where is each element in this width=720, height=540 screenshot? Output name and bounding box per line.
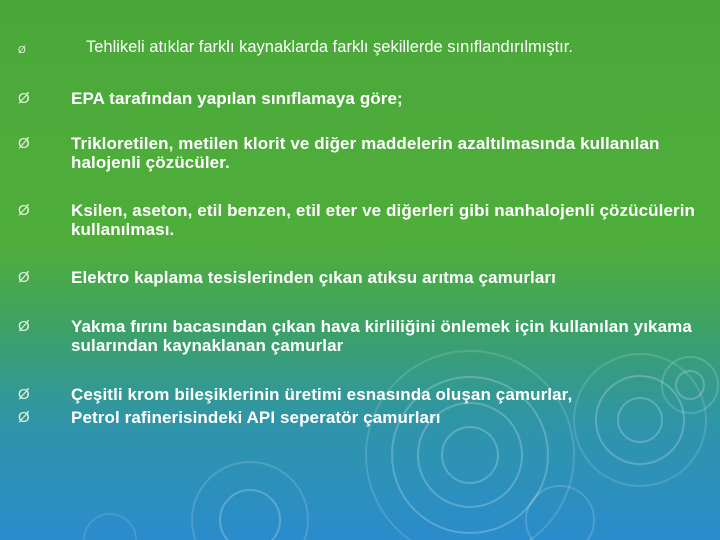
bullet-icon: Ø bbox=[18, 409, 30, 426]
intro-text: Tehlikeli atıklar farklı kaynaklarda farklı şekillerde sınıflandırılmıştır. bbox=[86, 38, 573, 56]
list-item: Yakma fırını bacasından çıkan hava kirliliğini önlemek için kullanılan yıkama sularından kaynaklanan çamurlar bbox=[71, 317, 692, 355]
list-item: Elektro kaplama tesislerinden çıkan atıksu arıtma çamurları bbox=[71, 268, 556, 287]
bullet-icon: Ø bbox=[18, 45, 26, 56]
list-item: Çeşitli krom bileşiklerinin üretimi esnasında oluşan çamurlar, bbox=[71, 385, 573, 404]
bullet-icon: Ø bbox=[18, 202, 30, 219]
bullet-icon: Ø bbox=[18, 318, 30, 335]
list-item: Trikloretilen, metilen klorit ve diğer maddelerin azaltılmasında kullanılan halojenli çözücüler. bbox=[71, 134, 660, 172]
bullet-icon: Ø bbox=[18, 386, 30, 403]
bullet-icon: Ø bbox=[18, 269, 30, 286]
bullet-icon: Ø bbox=[18, 90, 30, 107]
list-item: Ksilen, aseton, etil benzen, etil eter ve diğerleri gibi nanhalojenli çözücülerin kullanılması. bbox=[71, 201, 696, 239]
list-item: EPA tarafından yapılan sınıflamaya göre; bbox=[71, 89, 403, 108]
bullet-icon: Ø bbox=[18, 135, 30, 152]
list-item: Petrol rafinerisindeki API seperatör çamurları bbox=[71, 408, 441, 427]
